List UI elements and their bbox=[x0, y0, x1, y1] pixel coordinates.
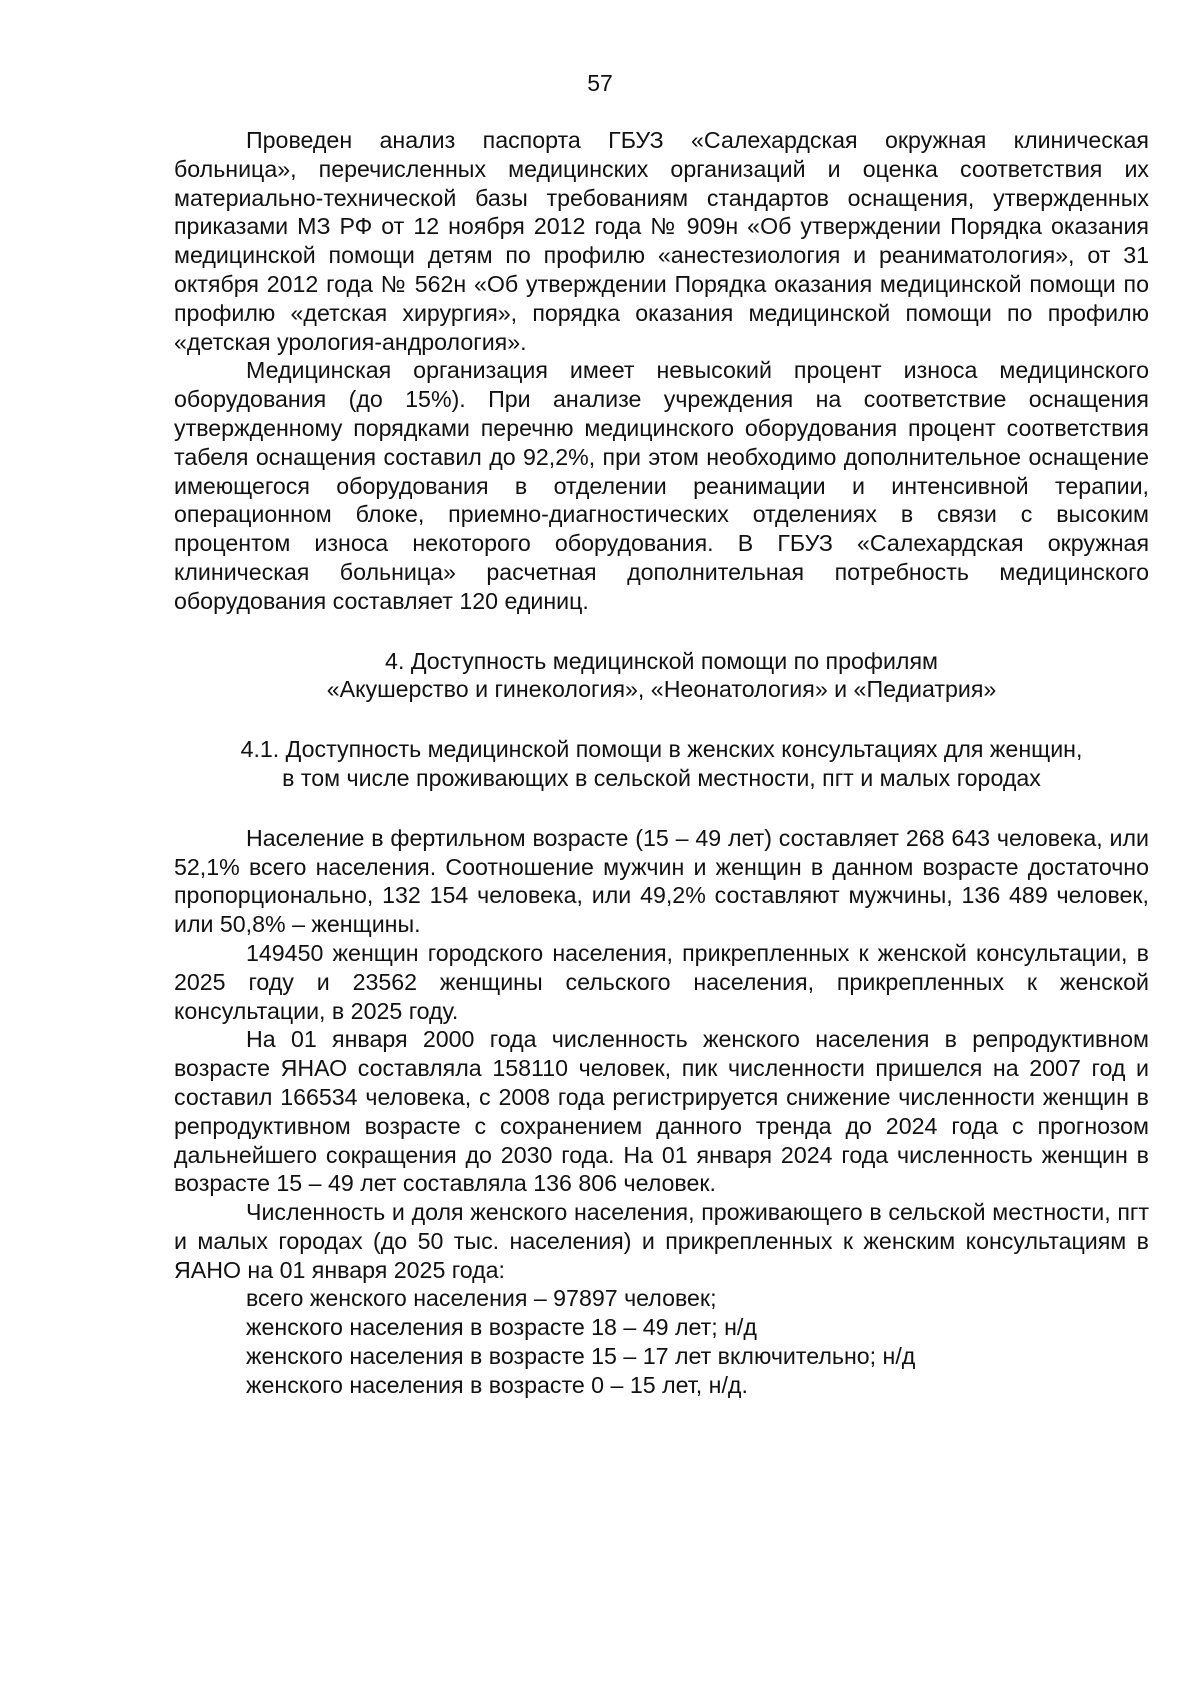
subsection-body bbox=[174, 824, 1149, 1400]
paragraph-attached-women: 149450 женщин городского населения, прикрепленных к женской консультации, в 2025 году и 23562 женщины сельского населения, прикрепленных к женской консультации, в 2025 году. bbox=[174, 939, 1149, 1024]
paragraph-rural-population: Численность и доля женского населения, проживающего в сельской местности, пгт и малых городах (до 50 тыс. населения) и прикрепленных к женским консультациям в ЯАНО на 01 января 2025 года: bbox=[174, 1199, 1149, 1283]
paragraph-population-trend: На 01 января 2000 года численность женского населения в репродуктивном возрасте ЯНАО составляла 158110 человек, пик численности пришелся на 2007 год и составил 166534 человека, с 2008 года регистрируется снижение численности женщин в репродуктивном возрасте с сохранением данного тренда до 2024 года с прогнозом дальнейшего сокращения до 2030 года. На 01 января 2024 года численность женщин в возрасте 15 – 49 лет составляла 136 806 человек. bbox=[174, 1026, 1149, 1197]
paragraph-equipment-wear: Медицинская организация имеет невысокий процент износа медицинского оборудования (до 15%). При анализе учреждения на соответствие оснащения утвержденному порядками перечню медицинского оборудования процент соответствия табеля оснащения составил до 92,2%, при этом необходимо дополнительное оснащение имеющегося оборудования в отделении реанимации и интенсивной терапии, операционном блоке, приемно-диагностических отделениях в связи с высоким процентом износа некоторого оборудования. В ГБУЗ «Салехардская окружная клиническая больница» расчетная дополнительная потребность медицинского оборудования составляет 120 единиц. bbox=[174, 357, 1149, 614]
subsection-heading bbox=[174, 735, 1149, 793]
list-item: всего женского населения – 97897 человек; bbox=[246, 1285, 717, 1312]
list-item: женского населения в возрасте 18 – 49 лет; н/д bbox=[246, 1314, 757, 1341]
list-item: женского населения в возрасте 15 – 17 лет включительно; н/д bbox=[246, 1343, 916, 1370]
paragraph-fertile-population: Население в фертильном возрасте (15 – 49 лет) составляет 268 643 человека, или 52,1% всего населения. Соотношение мужчин и женщин в данном возрасте достаточно пропорционально, 132 154 человека, или 49,2% составляют мужчины, 136 489 человек, или 50,8% – женщины. bbox=[174, 824, 1149, 938]
subsection-heading-line-2: в том числе проживающих в сельской местности, пгт и малых городах bbox=[282, 764, 1041, 791]
subsection-heading-line-1: 4.1. Доступность медицинской помощи в женских консультациях для женщин, bbox=[240, 736, 1083, 763]
document-body bbox=[174, 126, 1149, 1400]
list-item: женского населения в возрасте 0 – 15 лет, н/д. bbox=[246, 1371, 748, 1398]
paragraph-equipment-analysis: Проведен анализ паспорта ГБУЗ «Салехардская окружная клиническая больница», перечисленных медицинских организаций и оценка соответствия их материально-технической базы требованиям стандартов оснащения, утвержденных приказами МЗ РФ от 12 ноября 2012 года № 909н «Об утверждении Порядка оказания медицинской помощи детям по профилю «анестезиология и реаниматология», от 31 октября 2012 года № 562н «Об утверждении Порядка оказания медицинской помощи по профилю «детская хирургия», порядка оказания медицинской помощи по профилю «детская урология-андрология». bbox=[174, 127, 1149, 355]
section-heading bbox=[174, 647, 1149, 705]
page-number: 57 bbox=[587, 70, 613, 96]
section-heading-line-2: «Акушерство и гинекология», «Неонатология» и «Педиатрия» bbox=[326, 676, 997, 703]
section-heading-line-1: 4. Доступность медицинской помощи по профилям bbox=[385, 647, 938, 674]
